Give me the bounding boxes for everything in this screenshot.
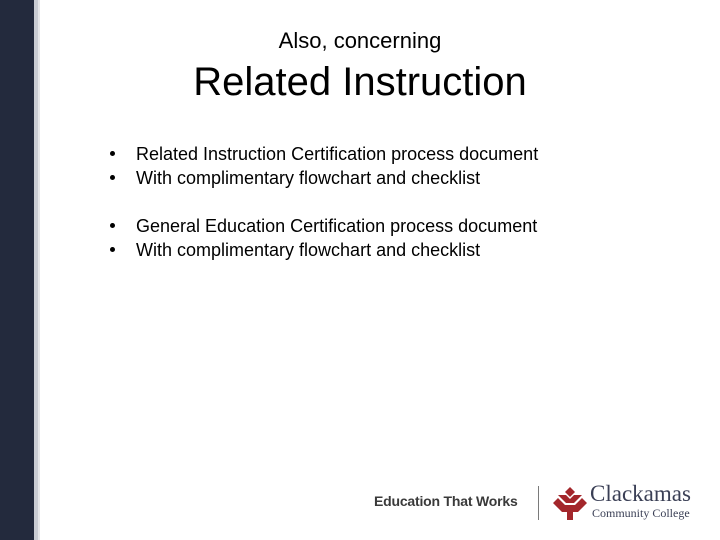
footer-divider	[538, 486, 539, 520]
slide-title: Related Instruction	[193, 60, 527, 104]
bullet-item	[108, 166, 538, 190]
bullet-text: Related Instruction Certification process document	[136, 144, 539, 164]
bullet-dot-icon	[110, 151, 115, 156]
slide-subtitle: Also, concerning	[278, 28, 442, 53]
bullet-text: With complimentary flowchart and checklist	[136, 240, 481, 260]
bullet-text: With complimentary flowchart and checklist	[136, 168, 481, 188]
clackamas-logo-icon	[552, 486, 588, 520]
bullet-spacer	[108, 190, 538, 214]
bullet-item	[108, 214, 538, 238]
bullet-list	[108, 142, 538, 262]
bullet-item	[108, 238, 538, 262]
footer-branding	[374, 481, 704, 524]
bullet-dot-icon	[110, 223, 115, 228]
bullet-item	[108, 142, 538, 166]
college-subtitle: Community College	[592, 506, 690, 520]
bullet-dot-icon	[110, 247, 115, 252]
bullet-dot-icon	[110, 175, 115, 180]
bullet-text: General Education Certification process document	[136, 216, 538, 236]
college-name: Clackamas	[590, 481, 691, 506]
footer-tagline: Education That Works	[374, 493, 518, 509]
